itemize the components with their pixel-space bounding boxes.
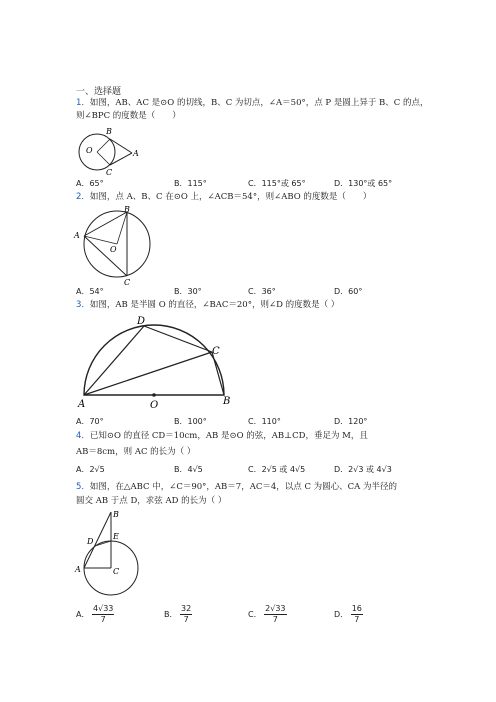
label-b: B	[223, 396, 231, 407]
question-5-option-c[interactable]	[248, 604, 287, 625]
question-4-number: 4．	[76, 431, 90, 441]
fraction	[92, 604, 114, 625]
question-5-option-b[interactable]	[164, 604, 192, 625]
label-c: C	[106, 168, 113, 177]
label-d: D	[87, 537, 94, 546]
question-1-text-1: 如图，AB、AC 是⊙O 的切线，B、C 为切点，∠A＝50°，点 P 是圆上异于 B、C 的点，	[89, 98, 429, 108]
question-2-option-c[interactable]: C．36°	[248, 287, 276, 296]
semicircle	[84, 325, 224, 395]
denominator: 7	[354, 615, 360, 624]
denominator: 7	[100, 615, 106, 624]
denominator: 7	[183, 615, 189, 624]
question-5-number: 5．	[76, 482, 90, 492]
question-5-text-2: 圆交 AB 于点 D，求弦 AD 的长为（ ）	[76, 496, 227, 506]
label-b: B	[106, 127, 112, 136]
question-3-number: 3．	[76, 300, 90, 310]
option-label: C．	[248, 610, 262, 619]
radius-ob	[97, 139, 110, 152]
label-a: A	[133, 149, 139, 158]
question-1-option-a[interactable]: A．65°	[76, 179, 104, 188]
label-o: O	[150, 400, 159, 410]
label-a: A	[75, 565, 81, 574]
label-c: C	[212, 346, 220, 357]
label-c: C	[113, 567, 120, 576]
label-c: C	[124, 278, 131, 286]
numerator: 32	[181, 604, 192, 613]
question-1-figure	[70, 122, 150, 177]
segment-ac	[84, 236, 127, 276]
numerator: 4√33	[93, 604, 114, 613]
question-2-number: 2．	[76, 192, 90, 202]
question-3-line-1	[76, 300, 339, 311]
question-3-option-d[interactable]: D．120°	[334, 417, 368, 426]
question-2-figure	[70, 204, 160, 286]
numerator: 16	[351, 604, 362, 613]
question-4-text-2: AB＝8cm，则 AC 的长为（ ）	[76, 447, 196, 457]
label-o: O	[110, 245, 117, 254]
question-3-option-c[interactable]: C．110°	[248, 417, 281, 426]
question-2-option-d[interactable]: D．60°	[334, 287, 363, 296]
denominator: 7	[272, 615, 278, 624]
question-4-line-1	[76, 431, 368, 442]
fraction	[264, 604, 286, 625]
question-1-option-c[interactable]: C．115°或 65°	[248, 179, 306, 188]
question-4-text-1: 已知⊙O 的直径 CD＝10cm，AB 是⊙O 的弦，AB⊥CD，垂足为 M，且	[89, 431, 368, 441]
question-2-text-1: 如图，点 A、B、C 在⊙O 上，∠ACB＝54°，则∠ABO 的度数是（ ）	[89, 192, 372, 202]
question-4-option-d[interactable]: D．2√3 或 4√3	[334, 465, 392, 474]
question-2-option-a[interactable]: A．54°	[76, 287, 104, 296]
question-1-option-d[interactable]: D．130°或 65°	[334, 179, 393, 188]
question-3-option-a[interactable]: A．70°	[76, 417, 104, 426]
label-e: E	[113, 532, 119, 541]
section-title: 一、选择题	[76, 87, 122, 97]
fraction	[351, 604, 363, 625]
question-2-option-b[interactable]: B．30°	[174, 287, 202, 296]
option-label: A．	[76, 610, 90, 619]
label-a: A	[78, 399, 86, 410]
option-label: D．	[334, 610, 349, 619]
question-1-option-b[interactable]: B．115°	[174, 179, 207, 188]
question-5-option-d[interactable]	[334, 604, 363, 625]
segment-dc	[144, 326, 212, 352]
option-label: B．	[164, 610, 178, 619]
question-4-option-b[interactable]: B．4√5	[174, 465, 203, 474]
label-d: D	[137, 316, 146, 327]
question-5-line-1	[76, 482, 397, 493]
segment-cb	[212, 352, 224, 395]
center-point	[152, 393, 156, 397]
fraction	[180, 604, 192, 625]
question-1-line-1	[76, 98, 429, 109]
label-a: A	[74, 231, 80, 240]
label-b: B	[124, 205, 130, 214]
question-4-option-a[interactable]: A．2√5	[76, 465, 105, 474]
numerator: 2√33	[265, 604, 286, 613]
radius-oc	[97, 152, 110, 165]
question-2-line-1	[76, 192, 371, 203]
question-1-number: 1．	[76, 98, 90, 108]
question-5-option-a[interactable]	[76, 604, 114, 625]
label-o: O	[86, 146, 93, 155]
label-b: B	[113, 510, 119, 519]
question-1-text-2: 则∠BPC 的度数是（ ）	[76, 111, 181, 121]
question-5-figure	[70, 506, 150, 598]
question-4-option-c[interactable]: C．2√5 或 4√5	[248, 465, 306, 474]
tangent-ab	[110, 139, 132, 153]
question-3-option-b[interactable]: B．100°	[174, 417, 207, 426]
question-3-figure	[70, 312, 240, 410]
question-5-text-1: 如图，在△ABC 中，∠C＝90°，AB＝7，AC＝4，以点 C 为圆心、CA 为半径的	[89, 482, 397, 492]
question-3-text-1: 如图，AB 是半圆 O 的直径，∠BAC＝20°，则∠D 的度数是（ ）	[89, 300, 340, 310]
